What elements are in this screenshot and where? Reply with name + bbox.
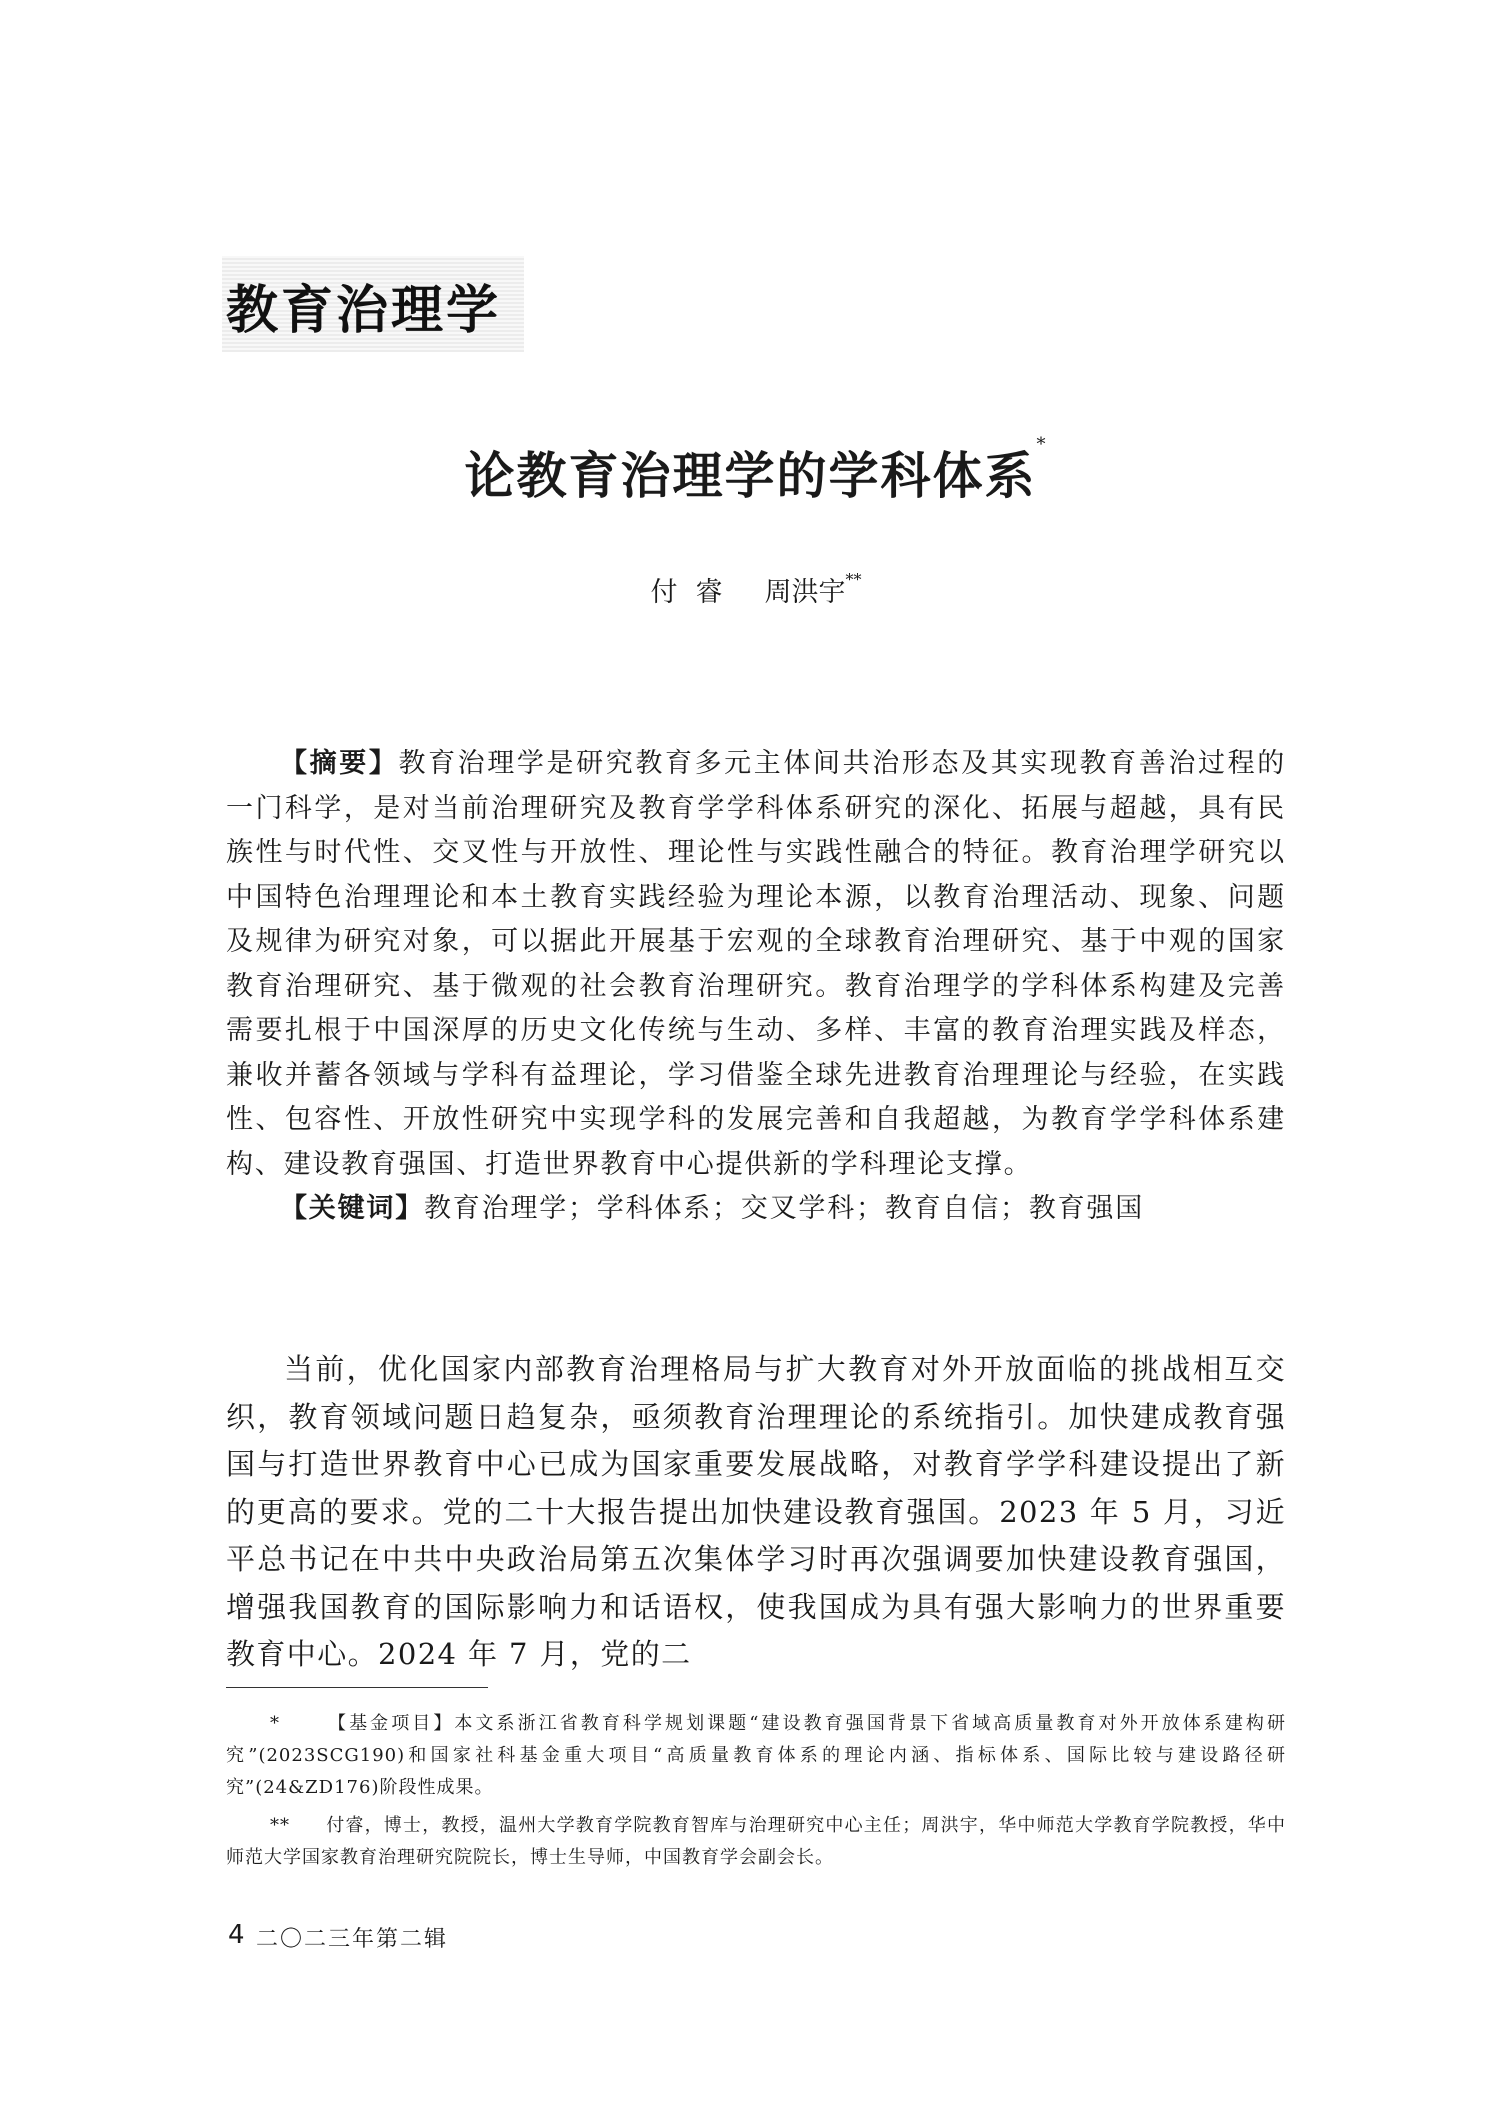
article-title-text: 论教育治理学的学科体系	[464, 446, 1037, 505]
footnote-2-text: 付睿，博士，教授，温州大学教育学院教育智库与治理研究中心主任；周洪宇，华中师范大学教育学院教授，华中师范大学国家教育治理研究院院长，博士生导师，中国教育学会副会长。	[226, 1815, 1286, 1868]
section-title: 教育治理学	[226, 281, 502, 341]
page-number: 4	[228, 1920, 245, 1950]
abstract-paragraph	[226, 742, 1286, 1187]
abstract-text: 教育治理学是研究教育多元主体间共治形态及其实现教育善治过程的一门科学，是对当前治理研究及教育学学科体系研究的深化、拓展与超越，具有民族性与时代性、交叉性与开放性、理论性与实践性融合的特征。教育治理学研究以中国特色治理理论和本土教育实践经验为理论本源，以教育治理活动、现象、问题及规律为研究对象，可以据此开展基于宏观的全球教育治理研究、基于中观的国家教育治理研究、基于微观的社会教育治理研究。教育治理学的学科体系构建及完善需要扎根于中国深厚的历史文化传统与生动、多样、丰富的教育治理实践及样态，兼收并蓄各领域与学科有益理论，学习借鉴全球先进教育治理理论与经验，在实践性、包容性、开放性研究中实现学科的发展完善和自我超越，为教育学学科体系建构、建设教育强国、打造世界教育中心提供新的学科理论支撑。	[226, 748, 1287, 1180]
journal-issue: 二〇二三年第二辑	[256, 1927, 449, 1952]
footnote-1-mark: *	[270, 1713, 280, 1734]
authors	[0, 570, 1512, 609]
footnotes	[226, 1708, 1286, 1880]
footnote-2-mark: **	[270, 1815, 290, 1836]
author-1: 付睿	[650, 577, 741, 608]
abstract	[226, 742, 1286, 1232]
author-2: 周洪宇	[764, 577, 846, 608]
author-footnote-mark: **	[845, 570, 862, 589]
footnote-1	[226, 1708, 1286, 1804]
footnote-2	[226, 1810, 1286, 1874]
body-paragraph: 当前，优化国家内部教育治理格局与扩大教育对外开放面临的挑战相互交织，教育领域问题日趋复杂，亟须教育治理理论的系统指引。加快建成教育强国与打造世界教育中心已成为国家重要发展战略，对教育学学科建设提出了新的更高的要求。党的二十大报告提出加快建设教育强国。2023 年 5 月，习近平总书记在中共中央政治局第五次集体学习时再次强调要加快建设教育强国，增强我国教育的国际影响力和话语权，使我国成为具有强大影响力的世界重要教育中心。2024 年 7 月，党的二	[226, 1352, 1286, 1671]
keywords-paragraph	[226, 1187, 1286, 1232]
article-title	[0, 436, 1512, 508]
abstract-label: 【摘要】	[280, 748, 399, 779]
footnote-1-text: 【基金项目】本文系浙江省教育科学规划课题“建设教育强国背景下省域高质量教育对外开放体系建构研究”(2023SCG190)和国家社科基金重大项目“高质量教育体系的理论内涵、指标体系、国际比较与建设路径研究”(24&ZD176)阶段性成果。	[226, 1713, 1286, 1798]
body-text	[226, 1346, 1286, 1679]
keywords-text: 教育治理学；学科体系；交叉学科；教育自信；教育强国	[424, 1193, 1144, 1224]
keywords-label: 【关键词】	[280, 1193, 424, 1224]
footnote-divider	[226, 1687, 488, 1688]
title-footnote-mark: *	[1036, 434, 1048, 455]
